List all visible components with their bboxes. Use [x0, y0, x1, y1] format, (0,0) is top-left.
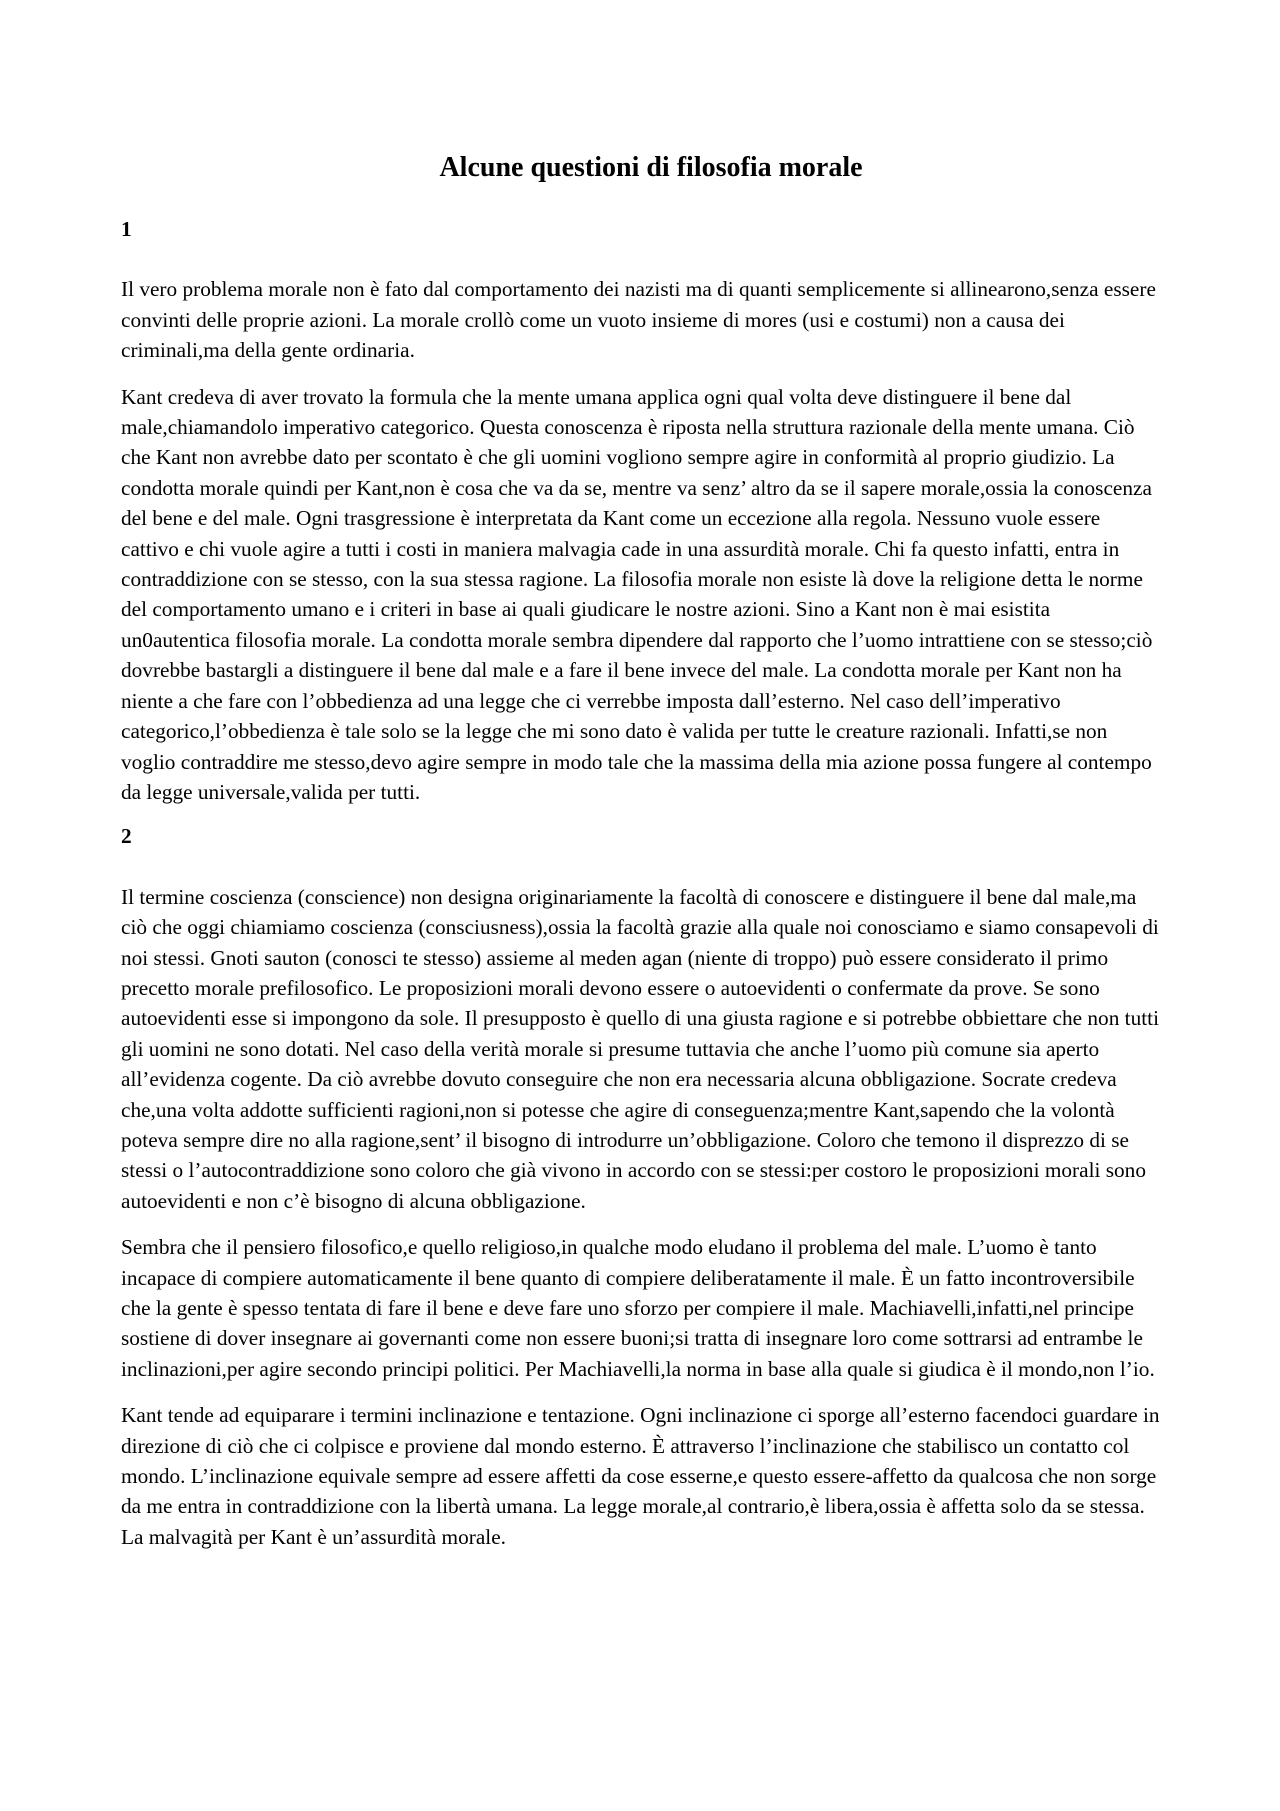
- paragraph: Sembra che il pensiero filosofico,e quello religioso,in qualche modo eludano il problema del male. L’uomo è tanto incapace di compiere automaticamente il bene quanto di compiere deliberatamente il male. È un fatto incontroversibile che la gente è spesso tentata di fare il bene e deve fare uno sforzo per compiere il male. Machiavelli,infatti,nel principe sostiene di dover insegnare ai governanti come non essere buoni;si tratta di insegnare loro come sottrarsi ad entrambe le inclinazioni,per agire secondo principi politici. Per Machiavelli,la norma in base alla quale si giudica è il mondo,non l’io.: [121, 1235, 1155, 1381]
- paragraph: Kant credeva di aver trovato la formula che la mente umana applica ogni qual volta deve distinguere il bene dal male,chiamandolo imperativo categorico. Questa conoscenza è riposta nella struttura razionale della mente umana. Ciò che Kant non avrebbe dato per scontato è che gli uomini vogliono sempre agire in conformità al proprio giudizio. La condotta morale quindi per Kant,non è cosa che va da se, mentre va senz’ altro da se il sapere morale,ossia la conoscenza del bene e del male. Ogni trasgressione è interpretata da Kant come un eccezione alla regola. Nessuno vuole essere cattivo e chi vuole agire a tutti i costi in maniera malvagia cade in una assurdità morale. Chi fa questo infatti, entra in contraddizione con se stesso, con la sua stessa ragione. La filosofia morale non esiste là dove la religione detta le norme del comportamento umano e i criteri in base ai quali giudicare le nostre azioni. Sino a Kant non è mai esistita un0autentica filosofia morale. La condotta morale sembra dipendere dal rapporto che l’uomo intrattiene con se stesso;ciò dovrebbe bastargli a distinguere il bene dal male e a fare il bene invece del male. La condotta morale per Kant non ha niente a che fare con l’obbedienza ad una legge che ci verrebbe imposta dall’esterno. Nel caso dell’imperativo categorico,l’obbedienza è tale solo se la legge che mi sono dato è valida per tutte le creature razionali. Infatti,se non voglio contraddire me stesso,devo agire sempre in modo tale che la massima della mia azione possa fungere al contempo da legge universale,valida per tutti.: [121, 384, 1153, 804]
- paragraph: Il termine coscienza (conscience) non designa originariamente la facoltà di conoscere e distinguere il bene dal male,ma ciò che oggi chiamiamo coscienza (consciusness),ossia la facoltà grazie alla quale noi conosciamo e siamo consapevoli di noi stessi. Gnoti sauton (conosci te stesso) assieme al meden agan (niente di troppo) può essere considerato il primo precetto morale prefilosofico. Le proposizioni morali devono essere o autoevidenti o confermate da prove. Se sono autoevidenti esse si impongono da sole. Il presupposto è quello di una giusta ragione e si potrebbe obbiettare che non tutti gli uomini ne sono dotati. Nel caso della verità morale si presume tuttavia che anche l’uomo più comune sia aperto all’evidenza cogente. Da ciò avrebbe dovuto conseguire che non era necessaria alcuna obbligazione. Socrate credeva che,una volta addotte sufficienti ragioni,non si potesse che agire di conseguenza;mentre Kant,sapendo che la volontà poteva sempre dire no alla ragione,sent’ il bisogno di introdurre un’obbligazione. Coloro che temono il disprezzo di se stessi o l’autocontraddizione sono coloro che già vivono in accordo con se stessi:per costoro le proposizioni morali sono autoevidenti e non c’è bisogno di alcuna obbligazione.: [121, 884, 1159, 1213]
- document-page: [121, 150, 1161, 1568]
- section-number: 1: [121, 217, 132, 241]
- paragraph: Il vero problema morale non è fato dal comportamento dei nazisti ma di quanti semplicemente si allinearono,senza essere convinti delle proprie azioni. La morale crollò come un vuoto insieme di mores (usi e costumi) non a causa dei criminali,ma della gente ordinaria.: [121, 277, 1156, 363]
- section-1: [121, 214, 1161, 807]
- section-2: [121, 821, 1161, 1552]
- paragraph: Kant tende ad equiparare i termini inclinazione e tentazione. Ogni inclinazione ci sporge all’esterno facendoci guardare in direzione di ciò che ci colpisce e proviene dal mondo esterno. È attraverso l’inclinazione che stabilisco un contatto col mondo. L’inclinazione equivale sempre ad essere affetti da cose esserne,e questo essere-affetto da qualcosa che non sorge da me entra in contraddizione con la libertà umana. La legge morale,al contrario,è libera,ossia è affetta solo da se stessa. La malvagità per Kant è un’assurdità morale.: [121, 1403, 1160, 1549]
- section-number: 2: [121, 824, 132, 849]
- document-title: Alcune questioni di filosofia morale: [439, 152, 863, 183]
